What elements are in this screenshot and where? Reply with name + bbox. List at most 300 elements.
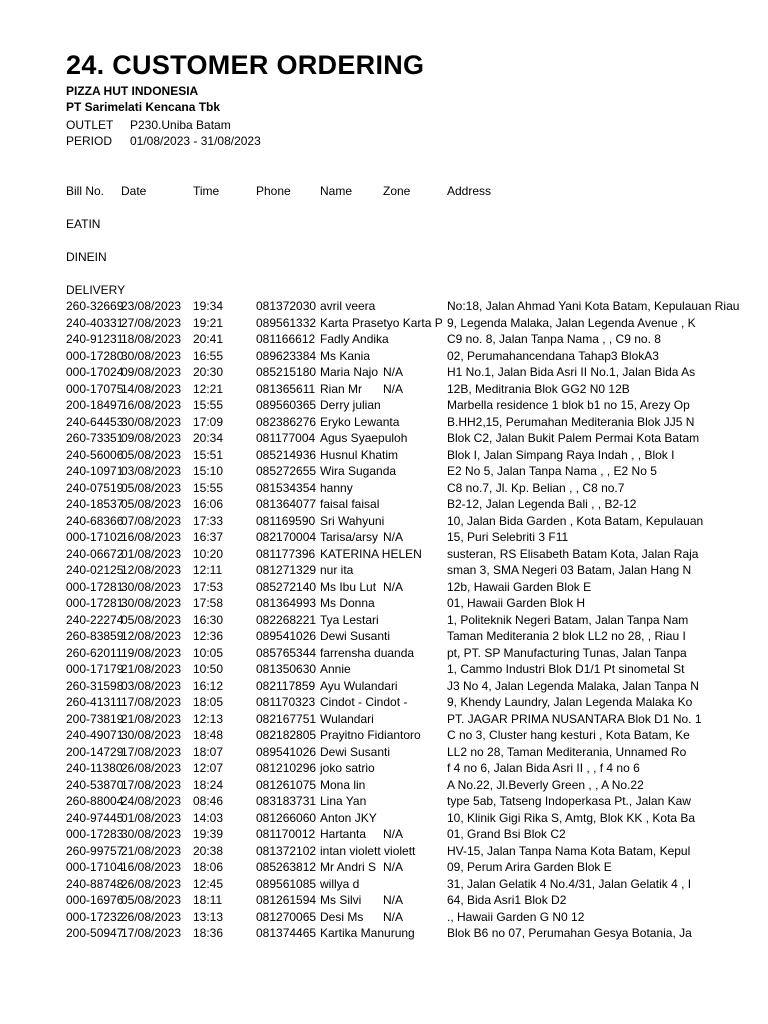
cell-bill-no: 200-14729 [66, 744, 124, 759]
cell-name: Ayu Wulandari [320, 678, 398, 693]
cell-address: E2 No 5, Jalan Tanpa Nama , , E2 No 5 [447, 464, 657, 478]
cell-time: 16:55 [193, 348, 224, 363]
table-row [0, 777, 768, 793]
cell-phone: 089560365 [256, 398, 317, 412]
cell-date: 27/08/2023 [121, 315, 182, 330]
cell-bill-no: 240-88748 [66, 876, 124, 891]
cell-address: pt, PT. SP Manufacturing Tunas, Jalan Tanpa [447, 645, 687, 660]
cell-address: J3 No 4, Jalan Legenda Malaka, Jalan Tanpa N [447, 678, 699, 693]
cell-date: 17/08/2023 [121, 695, 182, 709]
cell-name: Eryko Lewanta [320, 414, 400, 429]
cell-bill-no: 240-91231 [66, 332, 124, 346]
cell-time: 19:34 [193, 299, 224, 313]
cell-phone: 081374465 [256, 926, 317, 940]
cell-time: 10:50 [193, 662, 224, 676]
table-row [0, 727, 768, 743]
cell-name: Derry julian [320, 398, 381, 412]
section-delivery-label: DELIVERY [66, 283, 126, 297]
period-line [66, 134, 261, 148]
cell-name: Prayitno Fidiantoro [320, 728, 421, 742]
table-row [0, 909, 768, 925]
cell-date: 05/08/2023 [121, 612, 182, 627]
cell-phone: 081169590 [256, 513, 316, 528]
cell-name: Tarisa/arsy [320, 530, 379, 544]
cell-phone: 085214936 [256, 447, 317, 462]
table-row [0, 645, 768, 661]
cell-date: 21/08/2023 [121, 662, 182, 676]
cell-phone: 081177396 [256, 546, 316, 561]
cell-name: KATERINA HELEN [320, 546, 422, 561]
cell-phone: 082268221 [256, 612, 317, 627]
cell-address: 9, Legenda Malaka, Jalan Legenda Avenue , K [447, 315, 696, 330]
cell-name: Ms Kania [320, 348, 371, 363]
cell-name: Lina Yan [320, 794, 367, 808]
cell-phone: 082167751 [256, 711, 317, 726]
cell-phone: 081534354 [256, 480, 317, 495]
cell-address: B2-12, Jalan Legenda Bali , , B2-12 [447, 497, 637, 511]
cell-phone: 081364077 [256, 497, 317, 511]
cell-address: A No.22, Jl.Beverly Green , , A No.22 [447, 777, 644, 792]
outlet-label: OUTLET [66, 118, 114, 132]
cell-zone: N/A [383, 365, 404, 379]
cell-date: 30/08/2023 [121, 728, 182, 742]
cell-time: 15:55 [193, 398, 224, 412]
table-row [0, 760, 768, 776]
cell-address: 12B, Meditrania Blok GG2 N0 12B [447, 381, 630, 396]
cell-phone: 082386276 [256, 414, 317, 429]
cell-address: 09, Perum Arira Garden Blok E [447, 860, 612, 874]
cell-phone: 089561085 [256, 876, 317, 891]
cell-time: 12:45 [193, 876, 224, 891]
cell-time: 20:34 [193, 431, 224, 445]
cell-address: C no 3, Cluster hang kesturi , Kota Batam, Ke [447, 728, 690, 742]
col-name: Name [320, 184, 353, 198]
cell-date: 26/08/2023 [121, 909, 182, 924]
cell-phone: 089541026 [256, 629, 317, 643]
table-row [0, 859, 768, 875]
cell-address: 64, Bida Asri1 Blok D2 [447, 893, 567, 907]
cell-phone: 089623384 [256, 348, 317, 363]
cell-name: Hartanta [320, 827, 367, 841]
table-row [0, 496, 768, 512]
table-row [0, 381, 768, 397]
cell-date: 30/08/2023 [121, 579, 182, 594]
cell-date: 05/08/2023 [121, 447, 182, 462]
cell-time: 10:05 [193, 645, 224, 660]
cell-bill-no: 000-17075 [66, 381, 124, 396]
cell-name: Desi Ms [320, 909, 364, 924]
cell-date: 24/08/2023 [121, 794, 182, 808]
col-phone: Phone [256, 184, 291, 198]
cell-phone: 082117859 [256, 678, 316, 693]
cell-name: Wira Suganda [320, 464, 397, 478]
cell-name: Wulandari [320, 711, 374, 726]
cell-bill-no: 260-31598 [66, 678, 124, 693]
cell-bill-no: 260-88004 [66, 794, 124, 808]
cell-time: 16:12 [193, 678, 224, 693]
cell-time: 15:55 [193, 480, 224, 495]
cell-name: Agus Syaepuloh [320, 431, 408, 445]
cell-name: willya d [320, 876, 360, 891]
table-row [0, 925, 768, 941]
cell-time: 13:13 [193, 909, 224, 924]
table-row [0, 711, 768, 727]
cell-time: 20:38 [193, 843, 224, 858]
table-row [0, 628, 768, 644]
cell-time: 18:05 [193, 695, 224, 709]
table-row [0, 843, 768, 859]
cell-time: 12:13 [193, 711, 224, 726]
cell-address: B.HH2,15, Perumahan Mediterania Blok JJ5 N [447, 414, 695, 429]
table-row [0, 298, 768, 314]
cell-address: Marbella residence 1 blok b1 no 15, Arezy Op [447, 398, 690, 412]
cell-bill-no: 260-83859 [66, 629, 124, 643]
cell-name: Mona lin [320, 777, 366, 792]
cell-time: 20:41 [193, 332, 224, 346]
column-headers [0, 183, 768, 199]
cell-address: LL2 no 28, Taman Mediterania, Unnamed Ro [447, 744, 687, 759]
cell-bill-no: 240-02125 [66, 563, 124, 577]
cell-address: Blok B6 no 07, Perumahan Gesya Botania, Ja [447, 926, 692, 940]
cell-bill-no: 000-17281 [66, 579, 124, 594]
period-label: PERIOD [66, 134, 113, 148]
cell-bill-no: 260-99757 [66, 843, 124, 858]
cell-name: Kartika Manurung [320, 926, 415, 940]
cell-date: 19/08/2023 [121, 645, 182, 660]
cell-name: Ms Ibu Lut [320, 579, 377, 594]
cell-date: 23/08/2023 [121, 299, 182, 313]
cell-time: 12:07 [193, 761, 224, 775]
cell-address: type 5ab, Tatseng Indoperkasa Pt., Jalan Kaw [447, 794, 691, 808]
col-time: Time [193, 184, 220, 198]
cell-phone: 081372030 [256, 299, 317, 313]
cell-phone: 081271329 [256, 563, 317, 577]
cell-date: 05/08/2023 [121, 480, 182, 495]
cell-phone: 089561332 [256, 315, 317, 330]
cell-address: Blok C2, Jalan Bukit Palem Permai Kota Batam [447, 431, 700, 445]
company-name: PIZZA HUT INDONESIA [66, 84, 199, 98]
table-row [0, 744, 768, 760]
cell-address: 15, Puri Selebriti 3 F11 [447, 530, 569, 544]
col-date: Date [121, 184, 147, 198]
table-row [0, 513, 768, 529]
cell-date: 30/08/2023 [121, 414, 182, 429]
cell-time: 17:53 [193, 579, 224, 594]
outlet-value: P230.Uniba Batam [130, 118, 231, 132]
cell-date: 09/08/2023 [121, 365, 182, 379]
cell-zone: N/A [383, 530, 404, 544]
cell-name: Husnul Khatim [320, 447, 399, 462]
table-row [0, 892, 768, 908]
cell-bill-no: 000-16976 [66, 893, 124, 907]
cell-bill-no: 260-41311 [66, 695, 123, 709]
cell-zone: N/A [383, 893, 404, 907]
table-row [0, 694, 768, 710]
cell-time: 12:11 [193, 563, 223, 577]
cell-phone: 082182805 [256, 728, 317, 742]
cell-address: 1, Cammo Industri Blok D1/1 Pt sinometal St [447, 662, 685, 676]
cell-address: PT. JAGAR PRIMA NUSANTARA Blok D1 No. 1 [447, 711, 702, 726]
table-row [0, 579, 768, 595]
cell-bill-no: 000-17104 [66, 860, 124, 874]
cell-address: Blok I, Jalan Simpang Raya Indah , , Blok I [447, 447, 675, 462]
cell-phone: 081166612 [256, 332, 316, 346]
cell-bill-no: 240-10971 [66, 464, 124, 478]
cell-time: 17:58 [193, 596, 224, 610]
cell-date: 12/08/2023 [121, 629, 182, 643]
cell-date: 18/08/2023 [121, 332, 182, 346]
cell-name: avril veera [320, 299, 376, 313]
cell-date: 21/08/2023 [121, 843, 182, 858]
cell-date: 26/08/2023 [121, 876, 182, 891]
cell-date: 30/08/2023 [121, 827, 182, 841]
cell-time: 18:48 [193, 728, 224, 742]
cell-address: susteran, RS Elisabeth Batam Kota, Jalan Raja [447, 546, 699, 561]
cell-address: f 4 no 6, Jalan Bida Asri II , , f 4 no 6 [447, 761, 640, 775]
table-row [0, 678, 768, 694]
cell-bill-no: 240-56006 [66, 447, 124, 462]
table-row [0, 331, 768, 347]
cell-bill-no: 000-17280 [66, 348, 124, 363]
cell-address: 01, Hawaii Garden Blok H [447, 596, 586, 610]
table-row [0, 661, 768, 677]
cell-name: Sri Wahyuni [320, 513, 385, 528]
cell-address: 12b, Hawaii Garden Blok E [447, 579, 592, 594]
cell-name: farrensha duanda [320, 645, 415, 660]
cell-address: ., Hawaii Garden G N0 12 [447, 909, 585, 924]
cell-name: Dewi Susanti [320, 744, 391, 759]
cell-name: Mr Andri S [320, 860, 377, 874]
cell-address: 31, Jalan Gelatik 4 No.4/31, Jalan Gelatik 4 , I [447, 876, 692, 891]
cell-name: Ms Silvi [320, 893, 362, 907]
cell-address: Taman Mediterania 2 blok LL2 no 28, , Riau I [447, 629, 686, 643]
cell-phone: 081210296 [256, 761, 317, 775]
cell-address: C8 no.7, Jl. Kp. Belian , , C8 no.7 [447, 480, 625, 495]
cell-time: 14:03 [193, 810, 224, 825]
cell-zone: N/A [383, 827, 404, 841]
cell-phone: 081170012 [256, 827, 316, 841]
cell-phone: 081266060 [256, 810, 317, 825]
section-dinein-label: DINEIN [66, 250, 107, 264]
col-zone: Zone [383, 184, 411, 198]
cell-phone: 081170323 [256, 695, 316, 709]
table-row [0, 430, 768, 446]
cell-time: 15:10 [193, 464, 224, 478]
cell-name: nur ita [320, 563, 354, 577]
cell-date: 30/08/2023 [121, 348, 182, 363]
cell-bill-no: 000-17281 [66, 596, 124, 610]
cell-bill-no: 240-97445 [66, 810, 124, 825]
cell-bill-no: 240-68366 [66, 513, 124, 528]
cell-phone: 081365611 [256, 381, 316, 396]
cell-address: C9 no. 8, Jalan Tanpa Nama , , C9 no. 8 [447, 332, 661, 346]
cell-time: 20:30 [193, 365, 224, 379]
cell-bill-no: 240-06672 [66, 546, 124, 561]
cell-date: 21/08/2023 [121, 711, 182, 726]
table-row [0, 348, 768, 364]
cell-phone: 081372102 [256, 843, 317, 858]
col-bill-no: Bill No. [66, 184, 105, 198]
cell-address: 1, Politeknik Negeri Batam, Jalan Tanpa Nam [447, 612, 689, 627]
cell-date: 30/08/2023 [121, 596, 182, 610]
table-row [0, 463, 768, 479]
col-address: Address [447, 184, 492, 198]
cell-name: Karta Prasetyo Karta P [320, 315, 443, 330]
cell-name: intan violett violett [320, 843, 416, 858]
cell-bill-no: 200-18497 [66, 398, 124, 412]
cell-bill-no: 260-62011 [66, 645, 123, 660]
cell-name: Cindot - Cindot - [320, 695, 408, 709]
cell-name: Rian Mr [320, 381, 363, 396]
cell-date: 05/08/2023 [121, 497, 182, 511]
cell-date: 26/08/2023 [121, 761, 182, 775]
cell-time: 18:36 [193, 926, 224, 940]
table-row [0, 876, 768, 892]
cell-address: 10, Klinik Gigi Rika S, Amtg, Blok KK , Kota Ba [447, 810, 696, 825]
cell-name: Maria Najo [320, 365, 379, 379]
cell-time: 10:20 [193, 546, 224, 561]
cell-address: 02, Perumahancendana Tahap3 BlokA3 [447, 348, 659, 363]
cell-date: 17/08/2023 [121, 926, 182, 940]
cell-phone: 081270065 [256, 909, 317, 924]
cell-address: 10, Jalan Bida Garden , Kota Batam, Kepulauan [447, 513, 704, 528]
cell-time: 12:21 [193, 381, 224, 396]
cell-time: 16:37 [193, 530, 224, 544]
cell-name: Ms Donna [320, 596, 375, 610]
cell-date: 05/08/2023 [121, 893, 182, 907]
section-eatin-label: EATIN [66, 217, 101, 231]
cell-time: 08:46 [193, 794, 224, 808]
table-row [0, 397, 768, 413]
cell-phone: 082170004 [256, 530, 317, 544]
cell-address: 9, Khendy Laundry, Jalan Legenda Malaka Ko [447, 695, 693, 709]
cell-phone: 081261594 [256, 893, 317, 907]
cell-bill-no: 000-17179 [66, 662, 124, 676]
cell-phone: 089541026 [256, 744, 317, 759]
cell-time: 19:39 [193, 827, 224, 841]
cell-time: 16:30 [193, 612, 224, 627]
cell-bill-no: 000-17024 [66, 365, 124, 379]
cell-bill-no: 000-17283 [66, 827, 124, 841]
cell-bill-no: 200-73819 [66, 711, 124, 726]
cell-date: 03/08/2023 [121, 464, 182, 478]
cell-name: hanny [320, 480, 353, 495]
period-value: 01/08/2023 - 31/08/2023 [130, 134, 261, 148]
cell-date: 03/08/2023 [121, 678, 182, 693]
cell-date: 14/08/2023 [121, 381, 182, 396]
subsidiary-name: PT Sarimelati Kencana Tbk [66, 100, 221, 114]
cell-bill-no: 240-11380 [66, 761, 123, 775]
cell-phone: 085215180 [256, 365, 317, 379]
cell-date: 07/08/2023 [121, 513, 182, 528]
cell-phone: 081350630 [256, 662, 317, 676]
outlet-line [66, 118, 231, 132]
cell-bill-no: 000-17232 [66, 909, 124, 924]
cell-address: HV-15, Jalan Tanpa Nama Kota Batam, Kepul [447, 843, 691, 858]
cell-time: 18:24 [193, 777, 224, 792]
cell-name: Fadly Andika [320, 332, 389, 346]
cell-time: 19:21 [193, 315, 224, 330]
cell-time: 18:06 [193, 860, 224, 874]
table-row [0, 447, 768, 463]
cell-bill-no: 260-73351 [66, 431, 124, 445]
cell-address: H1 No.1, Jalan Bida Asri II No.1, Jalan Bida As [447, 365, 696, 379]
cell-phone: 083183731 [256, 794, 317, 808]
cell-bill-no: 240-40331 [66, 315, 124, 330]
cell-date: 01/08/2023 [121, 810, 182, 825]
cell-name: Tya Lestari [320, 612, 379, 627]
cell-address: 01, Grand Bsi Blok C2 [447, 827, 566, 841]
cell-time: 18:11 [193, 893, 223, 907]
table-row [0, 612, 768, 628]
cell-name: joko satrio [320, 761, 375, 775]
cell-bill-no: 240-22274 [66, 612, 124, 627]
cell-phone: 085263812 [256, 860, 317, 874]
cell-time: 17:09 [193, 414, 224, 429]
cell-time: 17:33 [193, 513, 224, 528]
section-delivery [0, 282, 768, 298]
cell-zone: N/A [383, 909, 404, 924]
table-row [0, 595, 768, 611]
cell-date: 09/08/2023 [121, 431, 182, 445]
cell-zone: N/A [383, 860, 404, 874]
cell-address: No:18, Jalan Ahmad Yani Kota Batam, Kepulauan Riau [447, 299, 740, 313]
cell-phone: 081177004 [256, 431, 316, 445]
cell-address: sman 3, SMA Negeri 03 Batam, Jalan Hang N [447, 563, 692, 577]
table-row [0, 414, 768, 430]
section-eatin [0, 216, 768, 232]
table-row [0, 529, 768, 545]
cell-time: 16:06 [193, 497, 224, 511]
cell-date: 17/08/2023 [121, 744, 182, 759]
cell-date: 12/08/2023 [121, 563, 182, 577]
cell-bill-no: 240-49071 [66, 728, 124, 742]
cell-bill-no: 240-64453 [66, 414, 124, 429]
table-row [0, 562, 768, 578]
cell-bill-no: 000-17102 [66, 530, 124, 544]
cell-bill-no: 260-32669 [66, 299, 124, 313]
cell-bill-no: 240-18537 [66, 497, 124, 511]
cell-name: Anton JKY [320, 810, 377, 825]
table-row [0, 546, 768, 562]
cell-zone: N/A [383, 381, 404, 396]
table-row [0, 810, 768, 826]
cell-name: Dewi Susanti [320, 629, 391, 643]
table-row [0, 480, 768, 496]
cell-phone: 085272140 [256, 579, 317, 594]
cell-name: faisal faisal [320, 497, 380, 511]
cell-phone: 081261075 [256, 777, 317, 792]
cell-time: 12:36 [193, 629, 224, 643]
cell-zone: N/A [383, 579, 404, 594]
table-row [0, 793, 768, 809]
cell-time: 18:07 [193, 744, 224, 759]
table-row [0, 826, 768, 842]
cell-name: Annie [320, 662, 351, 676]
report-title: 24. CUSTOMER ORDERING [66, 50, 425, 80]
cell-date: 16/08/2023 [121, 860, 182, 874]
cell-bill-no: 240-07519 [66, 480, 124, 495]
cell-phone: 081364993 [256, 596, 317, 610]
cell-date: 16/08/2023 [121, 530, 182, 544]
table-row [0, 315, 768, 331]
table-row [0, 364, 768, 380]
cell-date: 01/08/2023 [121, 546, 182, 561]
cell-date: 16/08/2023 [121, 398, 182, 412]
cell-time: 15:51 [193, 447, 224, 462]
cell-phone: 085272655 [256, 464, 317, 478]
cell-bill-no: 200-50947 [66, 926, 124, 940]
